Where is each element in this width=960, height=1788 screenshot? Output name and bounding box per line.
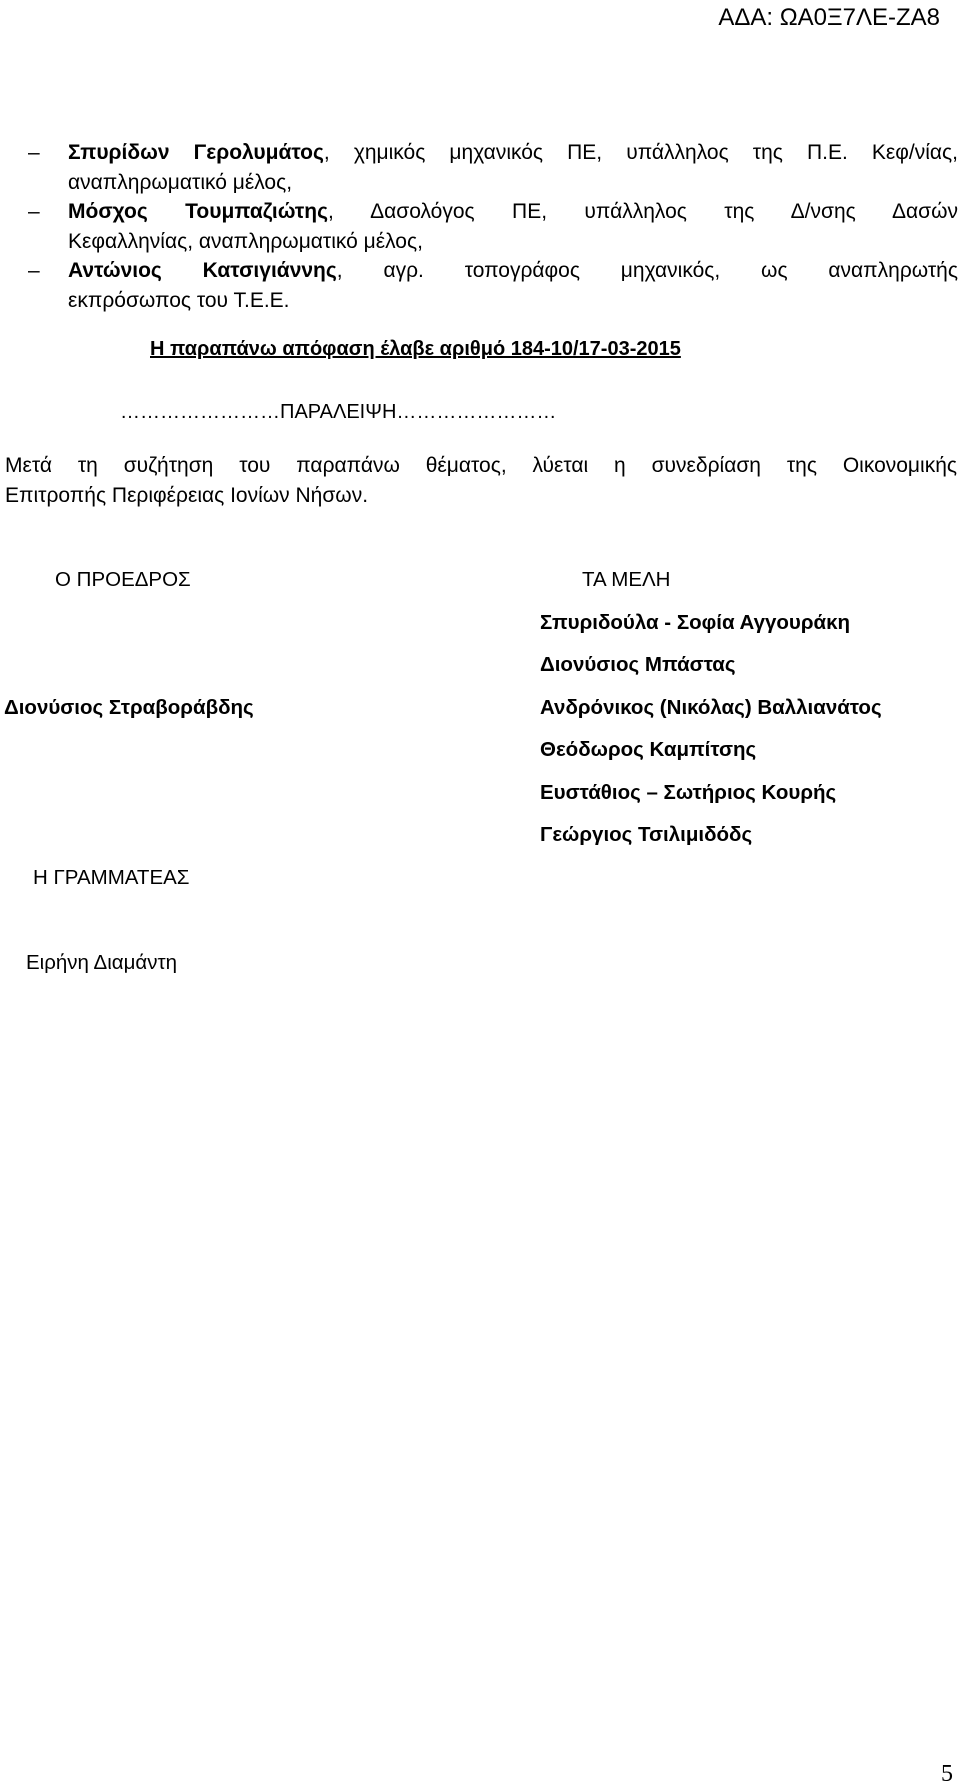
dash-icon: – <box>28 259 40 282</box>
list-item-line <box>68 197 958 227</box>
closing-paragraph <box>5 451 957 511</box>
president-title: Ο ΠΡΟΕΔΡΟΣ <box>55 568 191 591</box>
decision-number: Η παραπάνω απόφαση έλαβε αριθμό 184-10/17-03-2015 <box>150 338 681 360</box>
closing-line-2: Επιτροπής Περιφέρειας Ιονίων Νήσων. <box>5 484 369 507</box>
list-item <box>28 256 958 315</box>
member-description: , Δασολόγος ΠΕ, υπάλληλος της Δ/νσης Δασών <box>328 200 958 223</box>
list-item-continuation: εκπρόσωπος του Τ.Ε.Ε. <box>68 288 290 312</box>
secretary-title: Η ΓΡΑΜΜΑΤΕΑΣ <box>33 866 190 889</box>
member-bullet-list <box>28 138 958 315</box>
member-signature: Διονύσιος Μπάστας <box>540 653 736 676</box>
list-item-line <box>68 256 958 286</box>
list-item-line <box>68 138 958 168</box>
list-item <box>28 197 958 256</box>
list-item-continuation: αναπληρωματικό μέλος, <box>68 170 293 194</box>
member-description: , αγρ. τοπογράφος μηχανικός, ως αναπληρωτής <box>336 259 958 282</box>
member-name: Αντώνιος Κατσιγιάννης <box>68 259 337 282</box>
members-title: ΤΑ ΜΕΛΗ <box>582 568 671 591</box>
member-name: Μόσχος Τουμπαζιώτης <box>68 200 329 223</box>
dash-icon: – <box>28 200 40 223</box>
closing-line-1: Μετά τη συζήτηση του παραπάνω θέματος, λύεται η συνεδρίαση της Οικονομικής <box>5 454 957 477</box>
ada-code: ΑΔΑ: ΩΑ0Ξ7ΛΕ-ΖΑ8 <box>718 4 940 31</box>
member-name: Σπυρίδων Γερολυμάτος <box>68 141 324 164</box>
member-signature: Γεώργιος Τσιλιμιδόδς <box>540 823 753 846</box>
omission-marker: ……………………ΠΑΡΑΛΕΙΨΗ…………………… <box>120 401 557 423</box>
page-number: 5 <box>941 1761 953 1787</box>
list-item-continuation: Κεφαλληνίας, αναπληρωματικό μέλος, <box>68 229 423 253</box>
secretary-name: Ειρήνη Διαμάντη <box>26 951 178 974</box>
list-item <box>28 138 958 197</box>
member-signature: Θεόδωρος Καμπίτσης <box>540 738 757 761</box>
member-signature: Σπυριδούλα - Σοφία Αγγουράκη <box>540 611 851 634</box>
president-name: Διονύσιος Στραβοράβδης <box>4 696 254 719</box>
member-signature: Ευστάθιος – Σωτήριος Κουρής <box>540 781 837 804</box>
member-description: , χημικός μηχανικός ΠΕ, υπάλληλος της Π.Ε. Κεφ/νίας, <box>323 141 958 164</box>
dash-icon: – <box>28 141 40 164</box>
member-signature: Ανδρόνικος (Νικόλας) Βαλλιανάτος <box>540 696 882 719</box>
